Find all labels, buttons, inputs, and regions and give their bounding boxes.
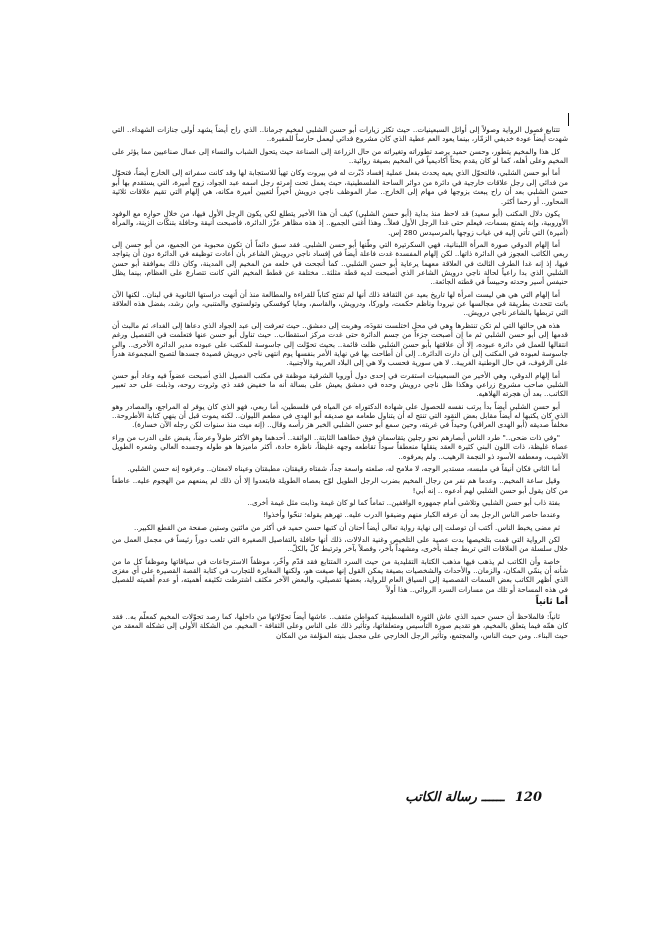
paragraph: أما أبو حسن الشلبي، فالتحوّل الذي يعيه يحدث بفعل عملية إفساد دُبّرت له في بيروت وكان تهيأ للاستجابة لها وقد كانت سفراته إلى الخارج أيضاً، فتحوّل من فدائي إلى رجل علاقات خارجية في دائرة من دوائر الساحة الفلسطينية، حيث يعمل تحت إمرته رجل اسمه عبد الجواد، زوج أميرة، التي يستقدم بها أبو حسن الشلبي بعد أن راح يبعث بزوجها في مهام إلى الخارج.. صار الموظف ناجي درويش أخيراً لتعيين أميرة مكانه، هي إلهام التي تقيم علاقات ثلاثية المحاور.. أو رحما أكثر. — [112, 168, 568, 206]
paragraph: وقيل ساعة المخيم.. وعدما هم نفر من رجال المخيم بضرب الرجل الطويل لوّح بعصاه الطويلة فابتعدوا إلا أن ذلك لم يمنعهم من الهجوم عليه.. عاطفاً من كان يقول أبو حسن الشلبي لهم أدعوه .. إنه أبي! — [112, 476, 568, 495]
page-footer — [405, 790, 542, 814]
paragraph: كل هذا والمخيم يتطور، وحسن حميد يرصد تطوراته وتغيراته من حال الزراعة إلى الصناعة حيث يتحول الشباب والنساء إلى عمال صناعيين مما يؤثر على المخيم وعلى أهله، كما لو كان يقدم بحثاً أكاديمياً في المخيم بصيغة روائية.. — [112, 146, 568, 166]
paragraph: "وفي ذات ضحى.." طرد الناس أبصارهم نحو رجلين يتقاسمان فوق خطاهما الثابتة.. الواثقة.. أحدهما وهو الأكثر طولاً وعرضاً، يقبض على الدرب من وراء عصاة غليظة، ذات اللون البني كثيرة العقد ينقلها منعطفاً سوداً تقاطعه وجهه غليظاً، ناظرة حادة، أكثر ماميزها هو طوله وجسده العالي وشعره الطويل الأشيب، ومعطفه الأسود ذو النجمة الرهيب.. ولم يعرفوه.. — [112, 432, 568, 461]
margin-mark — [568, 113, 569, 126]
paragraph: أما إلهام الدوقي صورة المرأة اللبنانية، فهي السكرتيرة التي وطّنها أبو حسن الشلبي. فقد سبق دائماً أن تكون محبوبة من الجميع، من أبو حسن إلى ربعي الكاتب العجوز في الدائرة ذاتها.. لكن إلهام المفسدة غدت فاعلة أيضاً في إفساد ناجي درويش الشاعر بأن أعادت توظيفه في الدائرة دون أن يتواجد فيها، إذ إنه غدا الطرف الثالث في العلاقة معهما يرعاية أبو حسن الشلبي.. كما أنجحت في خلعه من المخيم إلى المدينة، وكان ذلك بموافقة أبو حسن الشلبي الذي بدا راعياً لحالة ناجي درويش الشاعر الذي أصبحت لديه قطة مثلثة.. مختلفة عن قطط المخيم التي كانت تتصارع على العظام، بينما يظل حنيفس أسير وحدته وحبيساً في قطته الجائعة.. — [112, 239, 568, 287]
paragraph: وعندما حاصر الناس الرجل بعد أن عرفه الكبار منهم وضيقوا الدرب عليه.. تهرهم بقوله: تنحّوا وأخذوا! — [263, 510, 560, 520]
paragraph: تتتابع فصول الرواية وصولاً إلى أوائل السبعينيات.. حيث تكثر زيارات أبو حسن الشلبي لمخيم جرمانا.. الذي راح أيضاً يشهد أولى جنازات الشهداء.. التي شهدت أيضاً عودة خديفي الزمّار، بينما يعود العم عطية الذي كان مشروع فدائي ليعمل حارساً للمقبرة.. — [112, 125, 568, 144]
running-title: ــــــ رسالة الكاتب — [405, 790, 505, 805]
paragraph: ثانياً: فالملاحظ أن حسن حميد الذي عاش الثورة الفلسطينية كمواطن مثقف.. عاشها أيضاً تحوّلاتها من داخلها، كما رصد تحوّلات المخيم كمعلّم به.. فقد كان همّه فيما يتعلق بالمخيم، هو تقديم صورة التأسيس ومتعلقاتها، وتأثير ذلك على الناس وعلى الثقافة - المخيم. من الشكلة الأولى إلى تشكله المعقد من حيث البناء.. ومن حيث الناس، والمجتمع، وتأثير الرجل الخارجي على مجمل بنيته المؤلفة من المكان — [112, 611, 568, 640]
paragraph: ثم مضى يخبط الناس. أكتب أن توصلت إلى نهاية رواية تعالى أيضاً أحنان أن كتبها حسن حميد في أكثر من مائتين وستين صفحة من القطع الكبير.. — [133, 522, 560, 532]
paragraph: أما الثاني فكان أنيقاً في ملبسه، مستدير الوجه، لا ملامح له، صلعته واسعة جداً، شفتاه رقيقتان، مطبقتان وعيناه لامعتان.. وعرفوه إنه حسن الشلبي. — [127, 463, 560, 473]
article-body — [112, 125, 568, 643]
section-heading: أما ثانياً — [535, 597, 568, 608]
paragraph: بفتة ذاب أبو حسن الشلبي وتلاشى أمام جمهوره الواقفين.. تماماً كما لو كان غيمة وذابت مثل غيمة أخرى.. — [247, 497, 560, 507]
page-number: 120 — [514, 790, 542, 805]
paragraph: لكن الرواية التي قمت بتلخيصها بدت عصية على التلخيص وغنية الدلالات، ذلك أنها حافلة بالتفاصيل الصغيرة التي تلعب دوراً رئيساً في مجمل العمل من خلال سلسلة من العلاقات التي تربط جملة بأخرى، ومشهداً بآخر، وفصلاً بآخر وترتبط كلّ بالكلّ.. — [112, 535, 568, 554]
paragraph: خاصة وأن الكاتب لم يذهب فيها مذهب الكتابة التقليدية من حيث السرد المتتابع فقد قدّم وأخّر، موظفاً الاسترجاعات في سياقاتها وموظفاً كل ما من شأنه أن ينمّي المكان، والزمان.. والأحداث والشخصيات بصيغة يمكن القول إنها صيغت هو، ولكنها المغايرة للتجارب في كتابة القصة القصيرة على أي مغزى الذي أظهر الكاتب بعض السمات القصصية إلى السياق العام للرواية، بعضها تفصيلي، والبعض الآخر مكثف اشترطت تكثيفه أهميته، أو عدم أهميته للفصيل في هذه المساحة أو تلك من مسارات السرد الروائي.. هذا أولاً — [112, 556, 568, 594]
paragraph: أبو حسن الشلبي أيضاً بدأ يرتب نفسه للحصول على شهادة الدكتوراه عن المياه في فلسطين، أما ربعي، فهو الذي كان يوفر له المراجع، والمصادر وهو الذي كان يكتبها له أيضاً مقابل بعض النقود التي تنتج له أن يتناول طعامه مع صديقه أبو الهدى في مطعم الليوان.. لكنه يموت قبل أن ينهي كتابة الأطروحة.. مخلفاً صديقه (أبو الهدى العراقي) وحيداً في غربته، وحين سمع أبو حسن الشلبي الخبر هز رأسه وقال.. (إنه ميت منذ سنوات لكن رجله الآن خسارة). — [112, 401, 568, 430]
paragraph: أما إلهام التي هي هي ليست امرأة لها تاريخ بعيد عن الثقافة ذلك أنها لم تفتح كتاباً للقراءة والمطالعة منذ أن أنهت دراستها الثانوية في لبنان.. لكنها الآن باتت تتحدث بطريقة في مجالسها عن نيرودا وناظم حكمت، ولوركا، ودرويش، والقاسم، ومايا كوفسكي وتولستوي والمتنبي، وابن رشد، بفضل هذه العلاقة التي تربطها بالشاعر ناجي درويش.. — [112, 289, 568, 318]
paragraph: يكون دلال المكتب (أبو سعيد) قد لاحظ منذ بداية (أبو حسن الشلبي) كيف أن هذا الأخير يتطلع لكي يكون الرجل الأول فيها، من خلال حوارِه مع الوفود الأوروبية، وإنه يتمتع بسمات، فيعلم حتى غدا الرجل الأول فعلاً.. وهذا أغنى الجميع.. إذ هذه مظاهر عزّز الدائرة، فأصبحت أنيقة وحافلة بتنكّات الزينة، والمرأة (أميرة) التي تأتي إليه في غياب زوجها بالمرسيدس 280 إس. — [112, 208, 568, 237]
paragraph: هذه هي حالتها التي لم تكن تنتظرها وهي في محل اختلست نقودَه، وهربت إلى دمشق.. حيث تعرفت إلى عبد الجواد الذي دعاها إلى الغداء، ثم مالبث أن قدمها إلى أبو حسن الشلبي ثم ما إن أصبحت جزءاً من جسم الدائرة حتى غدت مركز استقطاب.. حيث تناول أبو حسن عنها فتعلمت في التفصيل ورغم انتقالها للعمل في دائرة عبوده، إلا أن علاقتها بأبو حسن الشلبي ظلت قائمة.. بحيث تحوّلت إلى جاسوسة للمكتب على عبوده مدير الدائرة الأخرى.. والى جاسوسة لعبوده في المكتب إلى أن دارت الدائرة.. إلى أن أطاحت بها في نهاية الأمر بنفسها يوم انتهى ناجي درويش قصيدة جسدها لتصبح المجموعة هدراً على الرفوف، في حال الوطنية الغريبة.. لا هي سورية فحسب ولا هي إلى البلاد العربية والأجنبية. — [112, 320, 568, 368]
paragraph: أما إلهام الدوقي، وهي الأخير من السبعينيات استقرت في إحدى دول أوروبا الشرقية موظفة في مكتب الفصيل الذي أصبحت عضواً فيه وعاد أبو حسن الشلبي صاحب مشروع زراعي وهكذا ظل ناجي درويش وحده في دمشق يعيش على بسالة أنه ما خفيض فقد ذي وثروت روحه، وذبلت على حد تعبير الكاتب.. بعد أن هجرته الهلاهيه. — [112, 370, 568, 399]
